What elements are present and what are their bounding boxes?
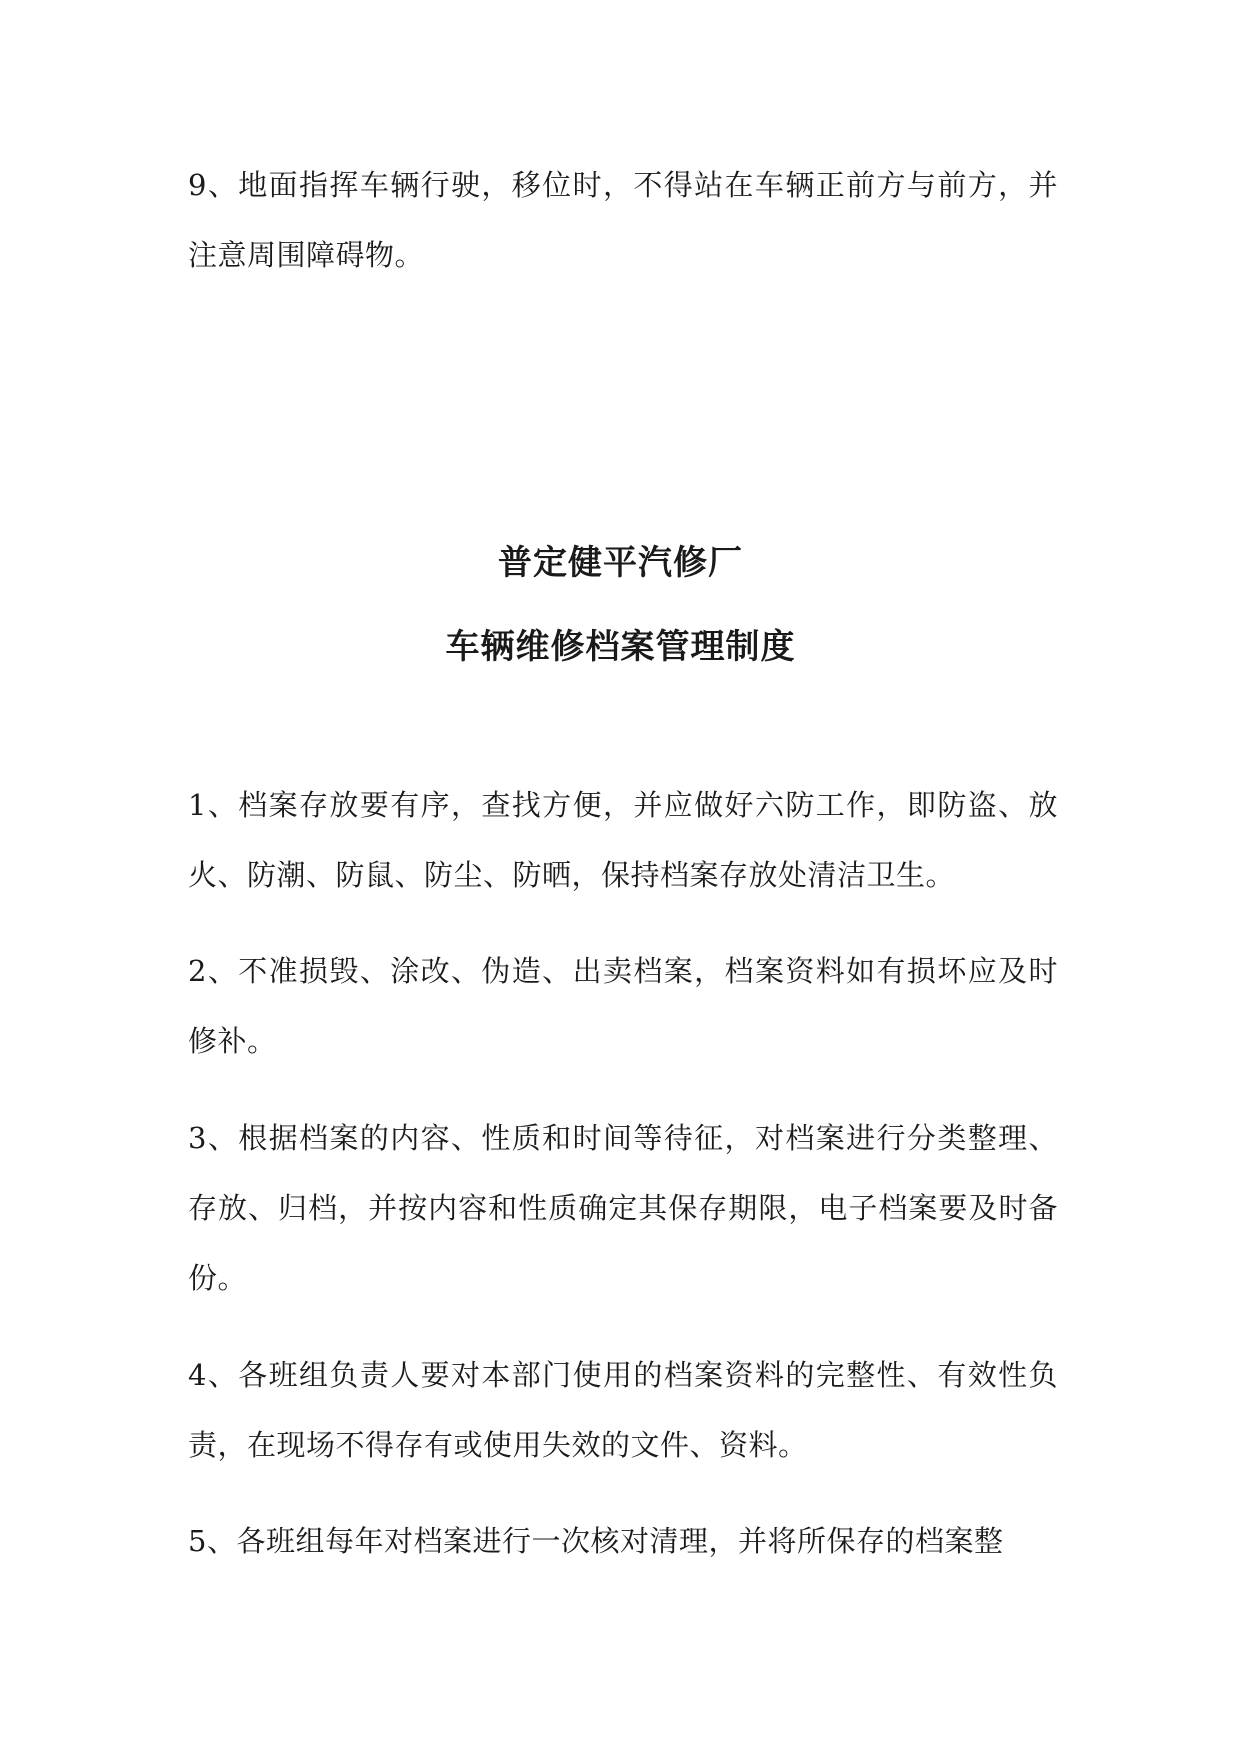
regulation-item-5: 5、各班组每年对档案进行一次核对清理，并将所保存的档案整 bbox=[188, 1524, 1004, 1558]
regulation-item-1: 1、档案存放要有序，查找方便，并应做好六防工作，即防盗、放火、防潮、防鼠、防尘、防晒，保持档案存放处清洁卫生。 bbox=[188, 788, 1058, 892]
regulation-item-4: 4、各班组负责人要对本部门使用的档案资料的完整性、有效性负责，在现场不得存有或使用失效的文件、资料。 bbox=[188, 1358, 1058, 1462]
rule-item-9: 9、地面指挥车辆行驶，移位时，不得站在车辆正前方与前方，并注意周围障碍物。 bbox=[188, 168, 1058, 272]
regulation-item-3: 3、根据档案的内容、性质和时间等待征，对档案进行分类整理、存放、归档，并按内容和性质确定其保存期限，电子档案要及时备份。 bbox=[188, 1121, 1058, 1295]
document-title-regulation: 车辆维修档案管理制度 bbox=[445, 627, 796, 667]
regulation-item-2: 2、不准损毁、涂改、伪造、出卖档案，档案资料如有损坏应及时修补。 bbox=[188, 954, 1058, 1058]
document-title-company: 普定健平汽修厂 bbox=[498, 543, 743, 583]
